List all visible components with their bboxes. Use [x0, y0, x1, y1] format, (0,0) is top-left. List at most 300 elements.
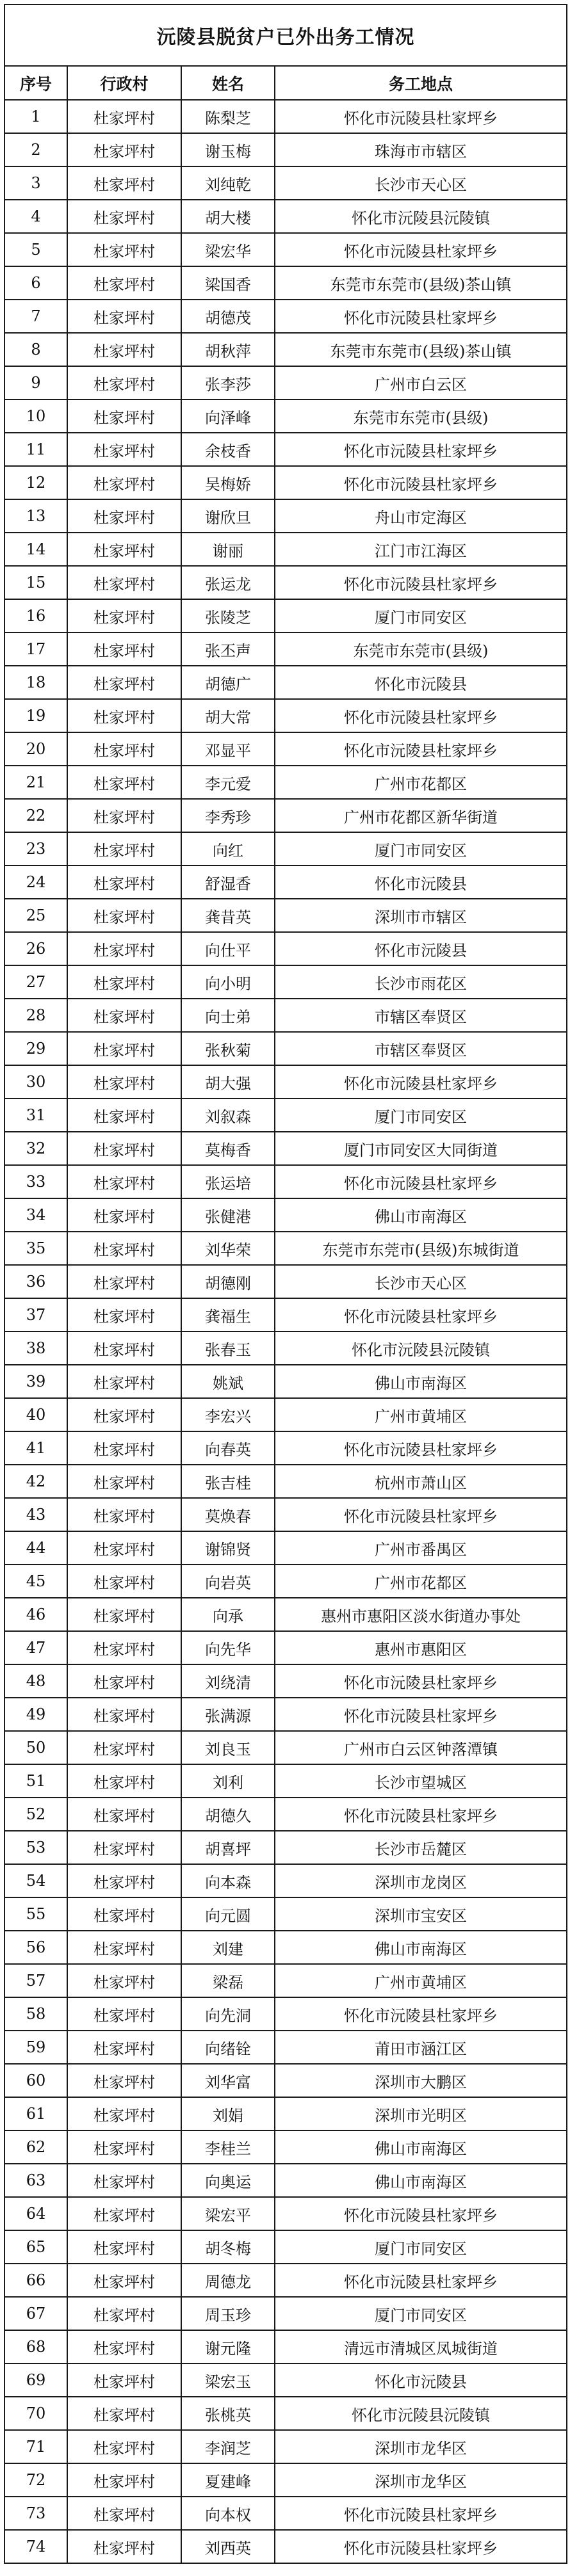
- cell-work-location: 怀化市沅陵县杜家坪乡: [275, 1498, 567, 1531]
- cell-village: 杜家坪村: [67, 2463, 181, 2497]
- header-name: 姓名: [181, 66, 275, 100]
- cell-serial: 18: [4, 666, 67, 699]
- table-row: [4, 732, 567, 766]
- cell-name: 李桂兰: [181, 2130, 275, 2164]
- cell-name: 谢欣旦: [181, 499, 275, 533]
- table-row: [4, 1498, 567, 1531]
- table-row: [4, 2330, 567, 2363]
- cell-name: 莫梅香: [181, 1132, 275, 1165]
- table-row: [4, 766, 567, 799]
- table-row: [4, 865, 567, 899]
- cell-work-location: 清远市清城区凤城街道: [275, 2330, 567, 2363]
- cell-village: 杜家坪村: [67, 466, 181, 499]
- cell-serial: 21: [4, 766, 67, 799]
- cell-serial: 48: [4, 1664, 67, 1698]
- cell-serial: 71: [4, 2430, 67, 2463]
- table-row: [4, 1731, 567, 1764]
- cell-name: 梁宏玉: [181, 2363, 275, 2397]
- cell-name: 向先洞: [181, 1997, 275, 2031]
- table-row: [4, 965, 567, 999]
- cell-work-location: 广州市花都区新华街道: [275, 799, 567, 832]
- cell-name: 张满源: [181, 1698, 275, 1731]
- cell-work-location: 厦门市同安区大同街道: [275, 1132, 567, 1165]
- cell-village: 杜家坪村: [67, 1764, 181, 1798]
- cell-serial: 26: [4, 932, 67, 965]
- cell-village: 杜家坪村: [67, 433, 181, 466]
- cell-serial: 28: [4, 999, 67, 1032]
- cell-village: 杜家坪村: [67, 1498, 181, 1531]
- cell-serial: 72: [4, 2463, 67, 2497]
- cell-name: 梁宏华: [181, 233, 275, 266]
- cell-name: 张桃英: [181, 2397, 275, 2430]
- cell-name: 陈梨芝: [181, 100, 275, 133]
- cell-village: 杜家坪村: [67, 1631, 181, 1664]
- cell-name: 李元爱: [181, 766, 275, 799]
- cell-serial: 7: [4, 300, 67, 333]
- cell-name: 龚昔英: [181, 899, 275, 932]
- cell-name: 胡德广: [181, 666, 275, 699]
- cell-village: 杜家坪村: [67, 1897, 181, 1931]
- cell-name: 向先华: [181, 1631, 275, 1664]
- cell-name: 刘华富: [181, 2064, 275, 2097]
- cell-name: 李宏兴: [181, 1398, 275, 1431]
- cell-name: 刘良玉: [181, 1731, 275, 1764]
- cell-serial: 33: [4, 1165, 67, 1198]
- cell-work-location: 长沙市望城区: [275, 1764, 567, 1798]
- cell-name: 梁磊: [181, 1964, 275, 1997]
- cell-village: 杜家坪村: [67, 1931, 181, 1964]
- cell-serial: 3: [4, 166, 67, 200]
- cell-name: 张春玉: [181, 1332, 275, 1365]
- cell-village: 杜家坪村: [67, 1831, 181, 1864]
- cell-village: 杜家坪村: [67, 2497, 181, 2530]
- table-row: [4, 1265, 567, 1298]
- cell-village: 杜家坪村: [67, 1398, 181, 1431]
- cell-village: 杜家坪村: [67, 999, 181, 1032]
- cell-serial: 41: [4, 1431, 67, 1465]
- cell-serial: 37: [4, 1298, 67, 1332]
- cell-name: 向仕平: [181, 932, 275, 965]
- cell-village: 杜家坪村: [67, 1565, 181, 1598]
- cell-name: 向本权: [181, 2497, 275, 2530]
- cell-work-location: 怀化市沅陵县: [275, 666, 567, 699]
- cell-serial: 31: [4, 1099, 67, 1132]
- cell-serial: 45: [4, 1565, 67, 1598]
- cell-work-location: 怀化市沅陵县杜家坪乡: [275, 1664, 567, 1698]
- cell-work-location: 怀化市沅陵县: [275, 932, 567, 965]
- cell-serial: 56: [4, 1931, 67, 1964]
- cell-village: 杜家坪村: [67, 1265, 181, 1298]
- table-row: [4, 1664, 567, 1698]
- cell-name: 李润芝: [181, 2430, 275, 2463]
- cell-work-location: 广州市花都区: [275, 766, 567, 799]
- cell-work-location: 怀化市沅陵县杜家坪乡: [275, 2497, 567, 2530]
- table-row: [4, 1531, 567, 1565]
- cell-work-location: 佛山市南海区: [275, 1931, 567, 1964]
- cell-serial: 9: [4, 366, 67, 399]
- table-row: [4, 2097, 567, 2130]
- cell-name: 邓显平: [181, 732, 275, 766]
- cell-village: 杜家坪村: [67, 399, 181, 433]
- table-row: [4, 266, 567, 300]
- cell-work-location: 长沙市天心区: [275, 166, 567, 200]
- cell-name: 李秀珍: [181, 799, 275, 832]
- cell-work-location: 深圳市宝安区: [275, 1897, 567, 1931]
- cell-name: 向红: [181, 832, 275, 865]
- cell-serial: 15: [4, 566, 67, 599]
- cell-village: 杜家坪村: [67, 1032, 181, 1065]
- cell-village: 杜家坪村: [67, 100, 181, 133]
- table-row: [4, 599, 567, 632]
- cell-village: 杜家坪村: [67, 666, 181, 699]
- cell-serial: 42: [4, 1465, 67, 1498]
- cell-work-location: 莆田市涵江区: [275, 2031, 567, 2064]
- cell-work-location: 长沙市岳麓区: [275, 1831, 567, 1864]
- table-row: [4, 533, 567, 566]
- cell-work-location: 广州市番禺区: [275, 1531, 567, 1565]
- table-row: [4, 1431, 567, 1465]
- cell-name: 刘纯乾: [181, 166, 275, 200]
- table-row: [4, 1565, 567, 1598]
- cell-serial: 8: [4, 333, 67, 366]
- cell-work-location: 深圳市龙华区: [275, 2430, 567, 2463]
- table-row: [4, 100, 567, 133]
- cell-work-location: 佛山市南海区: [275, 1365, 567, 1398]
- cell-work-location: 广州市花都区: [275, 1565, 567, 1598]
- cell-serial: 5: [4, 233, 67, 266]
- cell-work-location: 怀化市沅陵县杜家坪乡: [275, 566, 567, 599]
- cell-village: 杜家坪村: [67, 599, 181, 632]
- cell-serial: 11: [4, 433, 67, 466]
- cell-serial: 4: [4, 200, 67, 233]
- cell-village: 杜家坪村: [67, 2197, 181, 2230]
- cell-village: 杜家坪村: [67, 2064, 181, 2097]
- table-row: [4, 1065, 567, 1099]
- cell-village: 杜家坪村: [67, 2130, 181, 2164]
- cell-work-location: 舟山市定海区: [275, 499, 567, 533]
- cell-serial: 62: [4, 2130, 67, 2164]
- cell-village: 杜家坪村: [67, 366, 181, 399]
- cell-village: 杜家坪村: [67, 2164, 181, 2197]
- cell-village: 杜家坪村: [67, 632, 181, 666]
- cell-village: 杜家坪村: [67, 233, 181, 266]
- cell-name: 梁宏平: [181, 2197, 275, 2230]
- cell-village: 杜家坪村: [67, 300, 181, 333]
- cell-serial: 58: [4, 1997, 67, 2031]
- cell-serial: 43: [4, 1498, 67, 1531]
- cell-name: 谢玉梅: [181, 133, 275, 166]
- cell-serial: 54: [4, 1864, 67, 1897]
- cell-work-location: 厦门市同安区: [275, 2230, 567, 2264]
- cell-name: 张运龙: [181, 566, 275, 599]
- cell-work-location: 长沙市天心区: [275, 1265, 567, 1298]
- worker-table: [4, 4, 567, 2564]
- table-row: [4, 1598, 567, 1631]
- cell-serial: 36: [4, 1265, 67, 1298]
- cell-serial: 46: [4, 1598, 67, 1631]
- cell-name: 周德龙: [181, 2264, 275, 2297]
- cell-serial: 66: [4, 2264, 67, 2297]
- cell-name: 胡大楼: [181, 200, 275, 233]
- cell-serial: 49: [4, 1698, 67, 1731]
- cell-serial: 63: [4, 2164, 67, 2197]
- cell-work-location: 江门市江海区: [275, 533, 567, 566]
- cell-serial: 10: [4, 399, 67, 433]
- cell-work-location: 珠海市市辖区: [275, 133, 567, 166]
- table-row: [4, 566, 567, 599]
- cell-name: 胡德久: [181, 1798, 275, 1831]
- table-row: [4, 2197, 567, 2230]
- cell-village: 杜家坪村: [67, 1964, 181, 1997]
- cell-work-location: 东莞市东莞市(县级): [275, 399, 567, 433]
- cell-village: 杜家坪村: [67, 1232, 181, 1265]
- cell-name: 余枝香: [181, 433, 275, 466]
- cell-village: 杜家坪村: [67, 1332, 181, 1365]
- cell-village: 杜家坪村: [67, 1531, 181, 1565]
- cell-village: 杜家坪村: [67, 2330, 181, 2363]
- worker-table-sheet: [4, 4, 566, 2564]
- cell-work-location: 怀化市沅陵县杜家坪乡: [275, 1431, 567, 1465]
- cell-name: 刘绕清: [181, 1664, 275, 1698]
- cell-name: 谢锦贤: [181, 1531, 275, 1565]
- cell-village: 杜家坪村: [67, 965, 181, 999]
- cell-work-location: 厦门市同安区: [275, 832, 567, 865]
- table-row: [4, 1931, 567, 1964]
- cell-work-location: 佛山市南海区: [275, 2164, 567, 2197]
- cell-village: 杜家坪村: [67, 566, 181, 599]
- cell-name: 向奥运: [181, 2164, 275, 2197]
- cell-work-location: 东莞市东莞市(县级)东城街道: [275, 1232, 567, 1265]
- cell-serial: 30: [4, 1065, 67, 1099]
- cell-serial: 67: [4, 2297, 67, 2330]
- cell-work-location: 怀化市沅陵县沅陵镇: [275, 1332, 567, 1365]
- cell-serial: 73: [4, 2497, 67, 2530]
- cell-name: 刘建: [181, 1931, 275, 1964]
- cell-work-location: 深圳市龙华区: [275, 2463, 567, 2497]
- cell-name: 向绪铨: [181, 2031, 275, 2064]
- cell-work-location: 长沙市雨花区: [275, 965, 567, 999]
- cell-village: 杜家坪村: [67, 2297, 181, 2330]
- cell-work-location: 厦门市同安区: [275, 1099, 567, 1132]
- table-row: [4, 2363, 567, 2397]
- table-row: [4, 799, 567, 832]
- table-row: [4, 333, 567, 366]
- cell-village: 杜家坪村: [67, 333, 181, 366]
- cell-village: 杜家坪村: [67, 1099, 181, 1132]
- table-row: [4, 2530, 567, 2563]
- cell-village: 杜家坪村: [67, 1165, 181, 1198]
- cell-serial: 70: [4, 2397, 67, 2430]
- cell-village: 杜家坪村: [67, 699, 181, 732]
- cell-name: 胡大强: [181, 1065, 275, 1099]
- cell-name: 姚斌: [181, 1365, 275, 1398]
- cell-village: 杜家坪村: [67, 1798, 181, 1831]
- cell-serial: 47: [4, 1631, 67, 1664]
- cell-work-location: 怀化市沅陵县杜家坪乡: [275, 1997, 567, 2031]
- cell-work-location: 怀化市沅陵县杜家坪乡: [275, 1798, 567, 1831]
- cell-work-location: 广州市黄埔区: [275, 1398, 567, 1431]
- cell-name: 胡德茂: [181, 300, 275, 333]
- cell-work-location: 东莞市东莞市(县级): [275, 632, 567, 666]
- table-row: [4, 2031, 567, 2064]
- cell-work-location: 怀化市沅陵县: [275, 2363, 567, 2397]
- table-row: [4, 2397, 567, 2430]
- cell-name: 向承: [181, 1598, 275, 1631]
- cell-name: 谢丽: [181, 533, 275, 566]
- cell-village: 杜家坪村: [67, 1664, 181, 1698]
- cell-village: 杜家坪村: [67, 932, 181, 965]
- cell-serial: 34: [4, 1198, 67, 1232]
- cell-name: 张运培: [181, 1165, 275, 1198]
- table-row: [4, 1798, 567, 1831]
- cell-serial: 69: [4, 2363, 67, 2397]
- table-row: [4, 433, 567, 466]
- cell-name: 刘利: [181, 1764, 275, 1798]
- table-row: [4, 1365, 567, 1398]
- cell-village: 杜家坪村: [67, 266, 181, 300]
- cell-village: 杜家坪村: [67, 899, 181, 932]
- cell-work-location: 怀化市沅陵县杜家坪乡: [275, 300, 567, 333]
- cell-serial: 1: [4, 100, 67, 133]
- cell-work-location: 怀化市沅陵县杜家坪乡: [275, 1165, 567, 1198]
- cell-village: 杜家坪村: [67, 2230, 181, 2264]
- table-row: [4, 1165, 567, 1198]
- cell-serial: 12: [4, 466, 67, 499]
- cell-village: 杜家坪村: [67, 1198, 181, 1232]
- cell-name: 刘叙森: [181, 1099, 275, 1132]
- cell-work-location: 深圳市龙岗区: [275, 1864, 567, 1897]
- cell-name: 向元圆: [181, 1897, 275, 1931]
- table-row: [4, 1964, 567, 1997]
- table-row: [4, 932, 567, 965]
- cell-work-location: 怀化市沅陵县杜家坪乡: [275, 732, 567, 766]
- cell-name: 向泽峰: [181, 399, 275, 433]
- table-row: [4, 233, 567, 266]
- table-row: [4, 832, 567, 865]
- cell-name: 刘娟: [181, 2097, 275, 2130]
- cell-village: 杜家坪村: [67, 1731, 181, 1764]
- cell-work-location: 怀化市沅陵县杜家坪乡: [275, 433, 567, 466]
- table-row: [4, 1831, 567, 1864]
- table-row: [4, 133, 567, 166]
- cell-village: 杜家坪村: [67, 1365, 181, 1398]
- table-row: [4, 1864, 567, 1897]
- cell-work-location: 怀化市沅陵县杜家坪乡: [275, 233, 567, 266]
- cell-work-location: 佛山市南海区: [275, 1198, 567, 1232]
- cell-village: 杜家坪村: [67, 2031, 181, 2064]
- table-row: [4, 999, 567, 1032]
- cell-village: 杜家坪村: [67, 1298, 181, 1332]
- table-row: [4, 1631, 567, 1664]
- cell-name: 龚福生: [181, 1298, 275, 1332]
- cell-serial: 19: [4, 699, 67, 732]
- table-row: [4, 1298, 567, 1332]
- cell-work-location: 怀化市沅陵县杜家坪乡: [275, 1065, 567, 1099]
- cell-serial: 40: [4, 1398, 67, 1431]
- table-row: [4, 899, 567, 932]
- cell-village: 杜家坪村: [67, 799, 181, 832]
- table-row: [4, 499, 567, 533]
- cell-serial: 14: [4, 533, 67, 566]
- table-row: [4, 632, 567, 666]
- cell-serial: 6: [4, 266, 67, 300]
- cell-village: 杜家坪村: [67, 2530, 181, 2563]
- header-work-location: 务工地点: [275, 66, 567, 100]
- cell-village: 杜家坪村: [67, 533, 181, 566]
- cell-village: 杜家坪村: [67, 2363, 181, 2397]
- cell-village: 杜家坪村: [67, 133, 181, 166]
- cell-work-location: 佛山市南海区: [275, 2130, 567, 2164]
- table-row: [4, 2297, 567, 2330]
- table-body: [4, 100, 567, 2563]
- cell-village: 杜家坪村: [67, 2097, 181, 2130]
- cell-serial: 57: [4, 1964, 67, 1997]
- cell-work-location: 东莞市东莞市(县级)茶山镇: [275, 266, 567, 300]
- cell-serial: 13: [4, 499, 67, 533]
- cell-serial: 27: [4, 965, 67, 999]
- cell-serial: 64: [4, 2197, 67, 2230]
- table-row: [4, 2130, 567, 2164]
- cell-serial: 22: [4, 799, 67, 832]
- cell-name: 张吉桂: [181, 1465, 275, 1498]
- cell-work-location: 怀化市沅陵县沅陵镇: [275, 200, 567, 233]
- cell-name: 张陵芝: [181, 599, 275, 632]
- cell-name: 张李莎: [181, 366, 275, 399]
- cell-serial: 23: [4, 832, 67, 865]
- cell-name: 向小明: [181, 965, 275, 999]
- cell-work-location: 惠州市惠阳区: [275, 1631, 567, 1664]
- table-row: [4, 1997, 567, 2031]
- table-row: [4, 1897, 567, 1931]
- cell-village: 杜家坪村: [67, 1598, 181, 1631]
- table-row: [4, 1099, 567, 1132]
- cell-work-location: 东莞市东莞市(县级)茶山镇: [275, 333, 567, 366]
- cell-village: 杜家坪村: [67, 2430, 181, 2463]
- cell-serial: 53: [4, 1831, 67, 1864]
- cell-work-location: 怀化市沅陵县杜家坪乡: [275, 2197, 567, 2230]
- table-row: [4, 2463, 567, 2497]
- cell-serial: 59: [4, 2031, 67, 2064]
- cell-village: 杜家坪村: [67, 1465, 181, 1498]
- cell-name: 吴梅娇: [181, 466, 275, 499]
- cell-name: 向春英: [181, 1431, 275, 1465]
- cell-village: 杜家坪村: [67, 1997, 181, 2031]
- cell-name: 舒湿香: [181, 865, 275, 899]
- cell-work-location: 广州市白云区钟落潭镇: [275, 1731, 567, 1764]
- table-row: [4, 1764, 567, 1798]
- table-row: [4, 1232, 567, 1265]
- cell-serial: 32: [4, 1132, 67, 1165]
- table-row: [4, 2230, 567, 2264]
- cell-name: 梁国香: [181, 266, 275, 300]
- cell-work-location: 怀化市沅陵县杜家坪乡: [275, 100, 567, 133]
- cell-name: 胡大常: [181, 699, 275, 732]
- cell-work-location: 广州市白云区: [275, 366, 567, 399]
- cell-village: 杜家坪村: [67, 200, 181, 233]
- cell-work-location: 怀化市沅陵县沅陵镇: [275, 2397, 567, 2430]
- table-row: [4, 399, 567, 433]
- cell-work-location: 市辖区奉贤区: [275, 1032, 567, 1065]
- cell-village: 杜家坪村: [67, 732, 181, 766]
- table-row: [4, 666, 567, 699]
- cell-work-location: 怀化市沅陵县杜家坪乡: [275, 699, 567, 732]
- cell-village: 杜家坪村: [67, 499, 181, 533]
- cell-village: 杜家坪村: [67, 2397, 181, 2430]
- cell-work-location: 怀化市沅陵县杜家坪乡: [275, 2264, 567, 2297]
- cell-serial: 50: [4, 1731, 67, 1764]
- cell-village: 杜家坪村: [67, 1132, 181, 1165]
- cell-village: 杜家坪村: [67, 1431, 181, 1465]
